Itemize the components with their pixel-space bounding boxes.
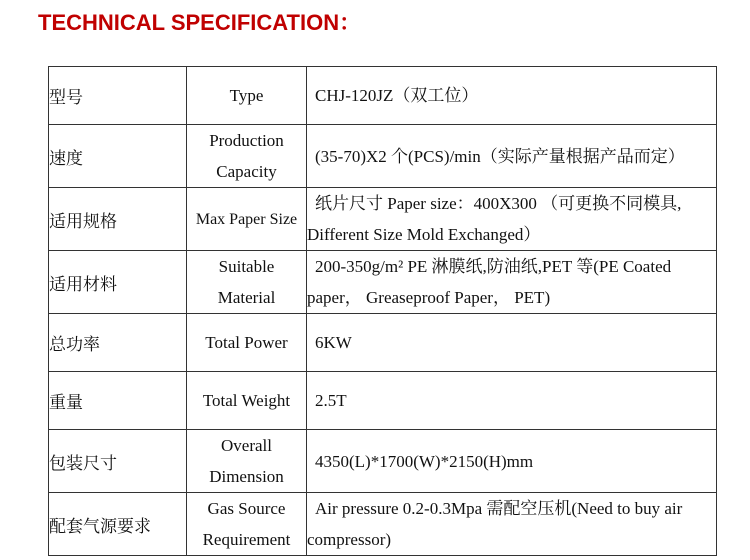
label-cn: 包装尺寸: [49, 430, 187, 493]
spec-value: 6KW: [307, 314, 717, 372]
label-en: Total Weight: [187, 372, 307, 430]
spec-value: 4350(L)*1700(W)*2150(H)mm: [307, 430, 717, 493]
spec-value: (35-70)X2 个(PCS)/min（实际产量根据产品而定）: [307, 125, 717, 188]
label-en: Max Paper Size: [187, 188, 307, 251]
table-row-dimension: [49, 430, 717, 493]
table-row-gas-source: [49, 493, 717, 556]
spec-value: CHJ-120JZ（双工位）: [307, 67, 717, 125]
table-row-capacity: [49, 125, 717, 188]
spec-value: 纸片尺寸 Paper size：400X300 （可更换不同模具, Different Size Mold Exchanged）: [307, 188, 717, 251]
spec-value: 200-350g/m² PE 淋膜纸,防油纸,PET 等(PE Coated paper， Greaseproof Paper， PET): [307, 251, 717, 314]
label-cn: 适用规格: [49, 188, 187, 251]
label-cn: 适用材料: [49, 251, 187, 314]
spec-value: Air pressure 0.2-0.3Mpa 需配空压机(Need to buy air compressor): [307, 493, 717, 556]
label-en: Suitable Material: [187, 251, 307, 314]
table-row-weight: [49, 372, 717, 430]
label-en: Gas Source Requirement: [187, 493, 307, 556]
spec-value: 2.5T: [307, 372, 717, 430]
label-en: Total Power: [187, 314, 307, 372]
label-cn: 配套气源要求: [49, 493, 187, 556]
specification-table: [48, 66, 717, 556]
label-en: Type: [187, 67, 307, 125]
table-row-type: [49, 67, 717, 125]
label-en: Overall Dimension: [187, 430, 307, 493]
table-row-material: [49, 251, 717, 314]
label-cn: 型号: [49, 67, 187, 125]
label-cn: 速度: [49, 125, 187, 188]
table-row-paper-size: [49, 188, 717, 251]
table-row-power: [49, 314, 717, 372]
label-en: Production Capacity: [187, 125, 307, 188]
page-title: TECHNICAL SPECIFICATION：: [38, 10, 362, 35]
label-cn: 总功率: [49, 314, 187, 372]
label-cn: 重量: [49, 372, 187, 430]
